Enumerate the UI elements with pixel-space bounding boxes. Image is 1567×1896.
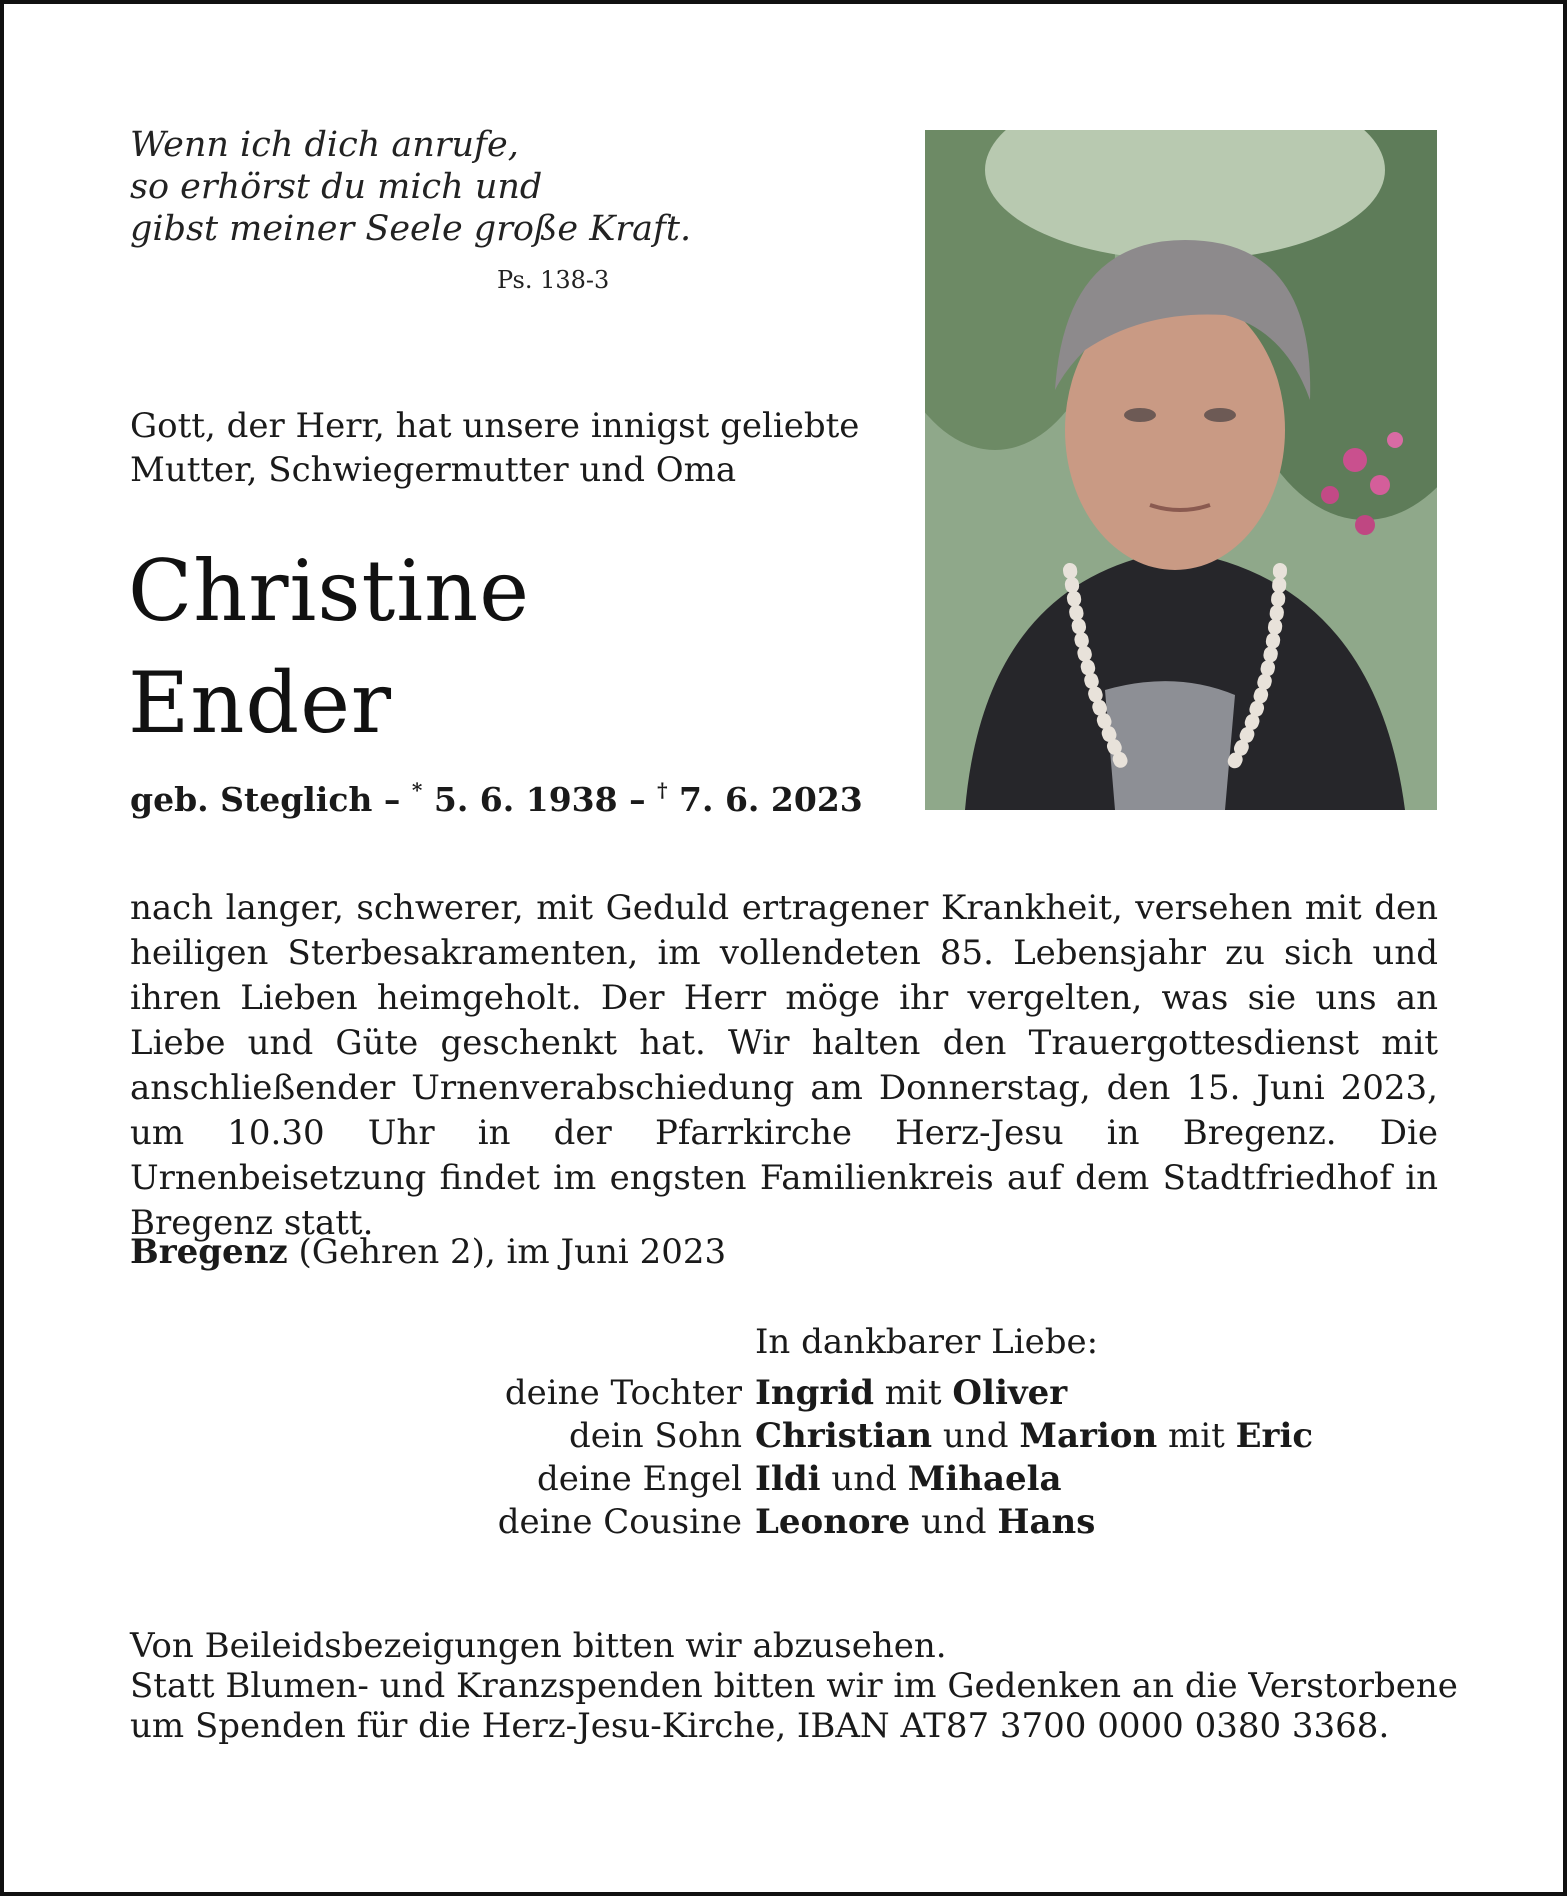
family-relation: deine Tochter bbox=[504, 1373, 742, 1413]
family-relation: deine Cousine bbox=[497, 1502, 742, 1542]
announcement-body: nach langer, schwerer, mit Geduld ertragener Krankheit, versehen mit den heiligen Sterbesakramenten, im vollendeten 85. Lebensjahr zu sich und ihren Lieben heimgeholt. Der Herr möge ihr vergelten, was sie uns an Liebe und Güte geschenkt hat. Wir halten den Trauergottesdienst mit anschließender Urnenverabschiedung am Donnerstag, den 15. Juni 2023, um 10.30 Uhr in der Pfarrkirche Herz-Jesu in Bregenz. Die Urnenbeisetzung findet im engsten Familienkreis auf dem Stadtfriedhof in Bregenz statt. bbox=[130, 888, 1438, 1243]
closing-line: Von Beileidsbezeigungen bitten wir abzusehen. bbox=[130, 1626, 947, 1666]
family-member-name: Ildi bbox=[755, 1459, 821, 1499]
birth-symbol: * bbox=[411, 778, 423, 802]
quote-line: gibst meiner Seele große Kraft. bbox=[130, 209, 692, 249]
death-date: 7. 6. 2023 bbox=[667, 780, 863, 819]
family-relation: dein Sohn bbox=[568, 1416, 742, 1456]
family-row bbox=[380, 1372, 1313, 1415]
closing-line: Statt Blumen- und Kranzspenden bitten wir im Gedenken an die Verstorbene bbox=[130, 1666, 1458, 1706]
family-connector: mit bbox=[874, 1373, 953, 1413]
closing-line: um Spenden für die Herz-Jesu-Kirche, IBAN AT87 3700 0000 0380 3368. bbox=[130, 1706, 1390, 1746]
deceased-name bbox=[128, 535, 530, 759]
family-connector: und bbox=[910, 1502, 998, 1542]
maiden-name: geb. Steglich – bbox=[130, 780, 412, 819]
portrait-photo bbox=[925, 130, 1437, 810]
family-member-name: Marion bbox=[1019, 1416, 1158, 1456]
quote-reference: Ps. 138-3 bbox=[497, 266, 610, 294]
intro-line: Mutter, Schwiegermutter und Oma bbox=[130, 450, 737, 490]
intro-line: Gott, der Herr, hat unsere innigst geliebte bbox=[130, 406, 860, 446]
life-dates bbox=[130, 778, 863, 819]
birth-date: 5. 6. 1938 – bbox=[422, 780, 658, 819]
closing-notes bbox=[130, 1626, 1458, 1746]
place-date bbox=[130, 1232, 726, 1272]
family-member-name: Eric bbox=[1235, 1416, 1314, 1456]
family-row bbox=[380, 1458, 1313, 1501]
last-name: Ender bbox=[128, 654, 393, 752]
family-names bbox=[755, 1501, 1095, 1544]
place-city: Bregenz bbox=[130, 1232, 288, 1272]
family-member-name: Leonore bbox=[755, 1502, 911, 1542]
family-names bbox=[755, 1372, 1067, 1415]
family-member-name: Christian bbox=[755, 1416, 933, 1456]
family-member-name: Oliver bbox=[952, 1373, 1068, 1413]
thanks-heading: In dankbarer Liebe: bbox=[755, 1322, 1099, 1362]
first-name: Christine bbox=[128, 542, 530, 640]
family-names bbox=[755, 1458, 1062, 1501]
death-symbol: † bbox=[657, 778, 668, 802]
family-member-name: Mihaela bbox=[907, 1459, 1062, 1499]
family-connector: und bbox=[820, 1459, 908, 1499]
intro-text bbox=[130, 404, 860, 492]
family-connector: und bbox=[932, 1416, 1020, 1456]
family-connector: mit bbox=[1157, 1416, 1236, 1456]
portrait-illustration bbox=[925, 130, 1437, 810]
family-list bbox=[380, 1372, 1313, 1544]
bible-quote bbox=[130, 124, 692, 250]
family-member-name: Hans bbox=[997, 1502, 1096, 1542]
family-names bbox=[755, 1415, 1313, 1458]
family-relation: deine Engel bbox=[536, 1459, 742, 1499]
quote-line: so erhörst du mich und bbox=[130, 167, 543, 207]
place-rest: (Gehren 2), im Juni 2023 bbox=[287, 1232, 727, 1272]
family-row bbox=[380, 1501, 1313, 1544]
family-member-name: Ingrid bbox=[755, 1373, 874, 1413]
family-row bbox=[380, 1415, 1313, 1458]
quote-line: Wenn ich dich anrufe, bbox=[130, 125, 519, 165]
